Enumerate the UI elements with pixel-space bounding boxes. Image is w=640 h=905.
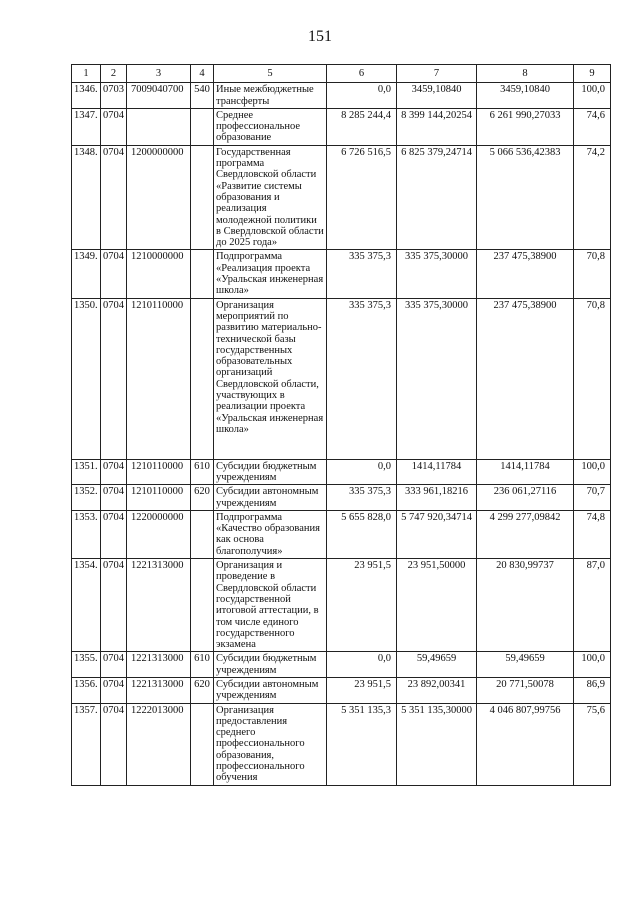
approved-amount: 0,0 (327, 652, 397, 678)
table-row (72, 485, 611, 511)
executed-amount: 236 061,27116 (477, 485, 574, 511)
target-article-code: 1220000000 (127, 510, 191, 558)
section-code: 0704 (101, 108, 127, 145)
execution-percent: 87,0 (574, 559, 611, 652)
budget-table (71, 64, 611, 786)
table-row (72, 145, 611, 250)
target-article-code: 1222013000 (127, 703, 191, 785)
expense-type-code (191, 108, 214, 145)
item-name: Подпрограмма «Реализация проекта «Уральская инженерная школа» (214, 250, 327, 298)
planned-amount: 23 892,00341 (397, 677, 477, 703)
planned-amount: 5 747 920,34714 (397, 510, 477, 558)
table-row (72, 703, 611, 785)
target-article-code (127, 108, 191, 145)
expense-type-code (191, 510, 214, 558)
executed-amount: 4 046 807,99756 (477, 703, 574, 785)
target-article-code: 1210110000 (127, 298, 191, 459)
target-article-code: 1210110000 (127, 485, 191, 511)
target-article-code: 1210110000 (127, 459, 191, 485)
approved-amount: 335 375,3 (327, 485, 397, 511)
table-row (72, 250, 611, 298)
row-number: 1355. (72, 652, 101, 678)
execution-percent: 100,0 (574, 459, 611, 485)
section-code: 0704 (101, 510, 127, 558)
row-number: 1354. (72, 559, 101, 652)
expense-type-code (191, 145, 214, 250)
executed-amount: 237 475,38900 (477, 250, 574, 298)
execution-percent: 100,0 (574, 83, 611, 109)
section-code: 0704 (101, 677, 127, 703)
approved-amount: 5 351 135,3 (327, 703, 397, 785)
planned-amount: 1414,11784 (397, 459, 477, 485)
expense-type-code: 610 (191, 652, 214, 678)
row-number: 1346. (72, 83, 101, 109)
header-cell: 4 (191, 65, 214, 83)
target-article-code: 1210000000 (127, 250, 191, 298)
expense-type-code (191, 250, 214, 298)
table-row (72, 652, 611, 678)
planned-amount: 333 961,18216 (397, 485, 477, 511)
target-article-code: 1221313000 (127, 652, 191, 678)
header-cell: 3 (127, 65, 191, 83)
section-code: 0704 (101, 298, 127, 459)
section-code: 0704 (101, 559, 127, 652)
expense-type-code: 610 (191, 459, 214, 485)
executed-amount: 59,49659 (477, 652, 574, 678)
row-number: 1348. (72, 145, 101, 250)
expense-type-code: 540 (191, 83, 214, 109)
execution-percent: 70,7 (574, 485, 611, 511)
item-name: Организация мероприятий по развитию материально-технической базы государственных образовательных организаций Свердловской области, участвующих в реализации проекта «Уральская инженерная школа» (214, 298, 327, 459)
execution-percent: 74,8 (574, 510, 611, 558)
approved-amount: 8 285 244,4 (327, 108, 397, 145)
planned-amount: 335 375,30000 (397, 250, 477, 298)
execution-percent: 75,6 (574, 703, 611, 785)
header-cell: 1 (72, 65, 101, 83)
section-code: 0703 (101, 83, 127, 109)
item-name: Государственная программа Свердловской области «Развитие системы образования и реализация молодежной политики в Свердловской области до 2025 года» (214, 145, 327, 250)
table-row (72, 459, 611, 485)
approved-amount: 335 375,3 (327, 298, 397, 459)
item-name: Субсидии бюджетным учреждениям (214, 652, 327, 678)
section-code: 0704 (101, 485, 127, 511)
header-cell: 2 (101, 65, 127, 83)
target-article-code: 1200000000 (127, 145, 191, 250)
item-name: Организация предоставления среднего профессионального образования, профессионального обучения (214, 703, 327, 785)
planned-amount: 335 375,30000 (397, 298, 477, 459)
executed-amount: 4 299 277,09842 (477, 510, 574, 558)
page-number: 151 (308, 28, 332, 45)
item-name: Подпрограмма «Качество образования как основа благополучия» (214, 510, 327, 558)
table-header-row (72, 65, 611, 83)
execution-percent: 74,6 (574, 108, 611, 145)
executed-amount: 5 066 536,42383 (477, 145, 574, 250)
table-row (72, 298, 611, 459)
approved-amount: 23 951,5 (327, 559, 397, 652)
header-cell: 7 (397, 65, 477, 83)
item-name: Организация и проведение в Свердловской области государственной итоговой аттестации, в том числе единого государственного экзамена (214, 559, 327, 652)
section-code: 0704 (101, 703, 127, 785)
table-row (72, 83, 611, 109)
expense-type-code: 620 (191, 485, 214, 511)
header-cell: 6 (327, 65, 397, 83)
planned-amount: 8 399 144,20254 (397, 108, 477, 145)
header-cell: 9 (574, 65, 611, 83)
item-name: Иные межбюджетные трансферты (214, 83, 327, 109)
header-cell: 5 (214, 65, 327, 83)
section-code: 0704 (101, 250, 127, 298)
executed-amount: 6 261 990,27033 (477, 108, 574, 145)
expense-type-code (191, 703, 214, 785)
execution-percent: 70,8 (574, 298, 611, 459)
approved-amount: 6 726 516,5 (327, 145, 397, 250)
row-number: 1352. (72, 485, 101, 511)
target-article-code: 1221313000 (127, 559, 191, 652)
expense-type-code (191, 559, 214, 652)
item-name: Среднее профессиональное образование (214, 108, 327, 145)
row-number: 1347. (72, 108, 101, 145)
executed-amount: 3459,10840 (477, 83, 574, 109)
row-number: 1351. (72, 459, 101, 485)
header-cell: 8 (477, 65, 574, 83)
item-name: Субсидии бюджетным учреждениям (214, 459, 327, 485)
table-row (72, 559, 611, 652)
target-article-code: 7009040700 (127, 83, 191, 109)
row-number: 1353. (72, 510, 101, 558)
row-number: 1357. (72, 703, 101, 785)
section-code: 0704 (101, 459, 127, 485)
execution-percent: 74,2 (574, 145, 611, 250)
planned-amount: 59,49659 (397, 652, 477, 678)
approved-amount: 0,0 (327, 83, 397, 109)
section-code: 0704 (101, 145, 127, 250)
expense-type-code (191, 298, 214, 459)
approved-amount: 23 951,5 (327, 677, 397, 703)
item-name: Субсидии автономным учреждениям (214, 677, 327, 703)
executed-amount: 20 771,50078 (477, 677, 574, 703)
item-name: Субсидии автономным учреждениям (214, 485, 327, 511)
execution-percent: 86,9 (574, 677, 611, 703)
approved-amount: 335 375,3 (327, 250, 397, 298)
planned-amount: 3459,10840 (397, 83, 477, 109)
row-number: 1350. (72, 298, 101, 459)
approved-amount: 5 655 828,0 (327, 510, 397, 558)
execution-percent: 70,8 (574, 250, 611, 298)
row-number: 1356. (72, 677, 101, 703)
table-row (72, 108, 611, 145)
executed-amount: 1414,11784 (477, 459, 574, 485)
planned-amount: 6 825 379,24714 (397, 145, 477, 250)
planned-amount: 5 351 135,30000 (397, 703, 477, 785)
target-article-code: 1221313000 (127, 677, 191, 703)
row-number: 1349. (72, 250, 101, 298)
planned-amount: 23 951,50000 (397, 559, 477, 652)
approved-amount: 0,0 (327, 459, 397, 485)
executed-amount: 20 830,99737 (477, 559, 574, 652)
expense-type-code: 620 (191, 677, 214, 703)
table-row (72, 510, 611, 558)
table-row (72, 677, 611, 703)
executed-amount: 237 475,38900 (477, 298, 574, 459)
execution-percent: 100,0 (574, 652, 611, 678)
section-code: 0704 (101, 652, 127, 678)
